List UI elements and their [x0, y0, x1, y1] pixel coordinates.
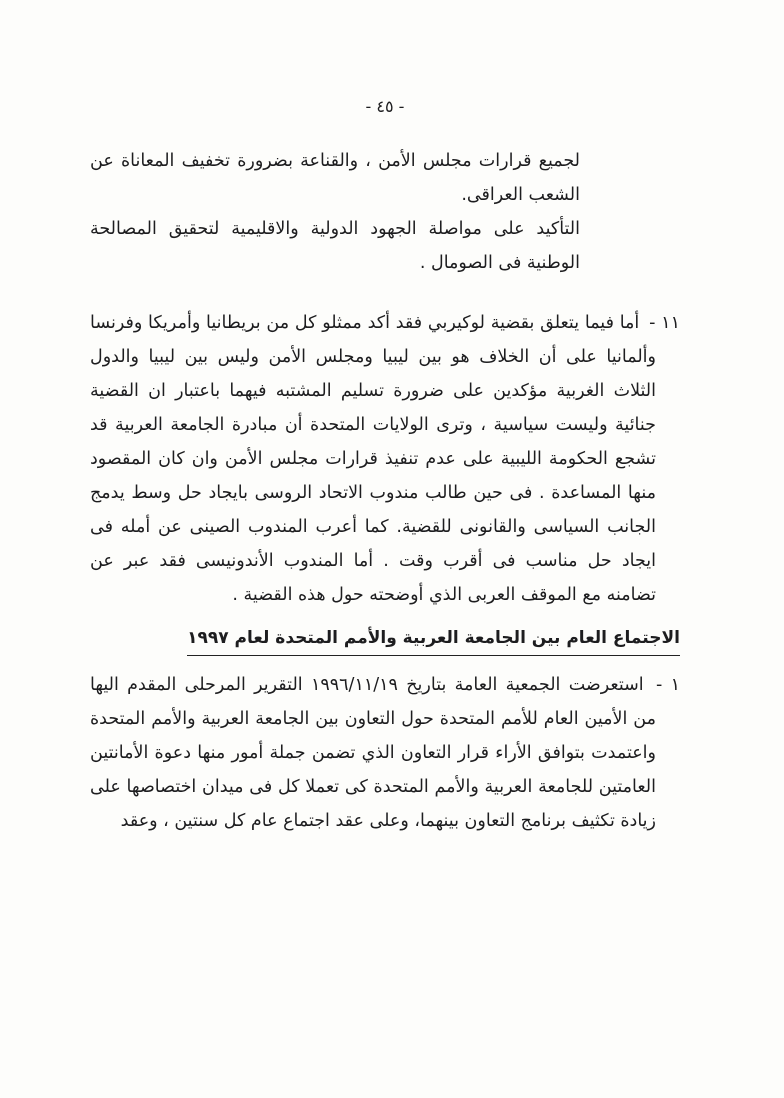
- paragraph-1: [90, 668, 680, 838]
- paragraph-11-number: ١١ -: [649, 313, 680, 333]
- paragraph-1-text: استعرضت الجمعية العامة بتاريخ ١٩٩٦/١١/١٩ التقرير المرحلى المقدم اليها من الأمين العام للأمم المتحدة حول التعاون بين الجامعة العربية والأمم المتحدة واعتمدت بتوافق الأراء قرار التعاون الذي تضمن جملة أمور منها دعوة الأمانتين العامتين للجامعة العربية والأمم المتحدة كى تعملا كل فى ميدان اختصاصها على زيادة تكثيف برنامج التعاون بينهما، وعلى عقد اجتماع عام كل سنتين ، وعقد: [90, 675, 656, 831]
- paragraph-1-number: ١ -: [655, 675, 680, 695]
- carryover-list: [90, 144, 680, 280]
- section-heading: [90, 626, 680, 656]
- section-heading-text: الاجتماع العام بين الجامعة العربية والأمم المتحدة لعام ١٩٩٧: [187, 626, 680, 656]
- paragraph-11: [90, 306, 680, 612]
- list-item-somalia: التأكيد على مواصلة الجهود الدولية والاقليمية لتحقيق المصالحة الوطنية فى الصومال .: [90, 219, 580, 273]
- paragraph-11-text: أما فيما يتعلق بقضية لوكيربي فقد أكد ممثلو كل من بريطانيا وأمريكا وفرنسا وألمانيا على أن الخلاف هو بين ليبيا ومجلس الأمن وليس بين ليبيا والدول الثلاث الغربية مؤكدين على ضرورة تسليم المشتبه فيهما باعتبار ان القضية جنائية وليست سياسية ، وترى الولايات المتحدة أن مبادرة الجامعة العربية قد تشجع الحكومة الليبية على عدم تنفيذ قرارات مجلس الأمن وان كان المقصود منها المساعدة . فى حين طالب مندوب الاتحاد الروسى بايجاد حل وسط يدمج الجانب السياسى والقانونى للقضية. كما أعرب المندوب الصينى عن أمله فى ايجاد حل مناسب فى أقرب وقت . أما المندوب الأندونيسى فقد عبر عن تضامنه مع الموقف العربى الذي أوضحته حول هذه القضية .: [90, 313, 656, 605]
- page-number: - ٤٥ -: [365, 97, 405, 116]
- list-item-iraq: لجميع قرارات مجلس الأمن ، والقناعة بضرورة تخفيف المعاناة عن الشعب العراقى.: [90, 151, 580, 205]
